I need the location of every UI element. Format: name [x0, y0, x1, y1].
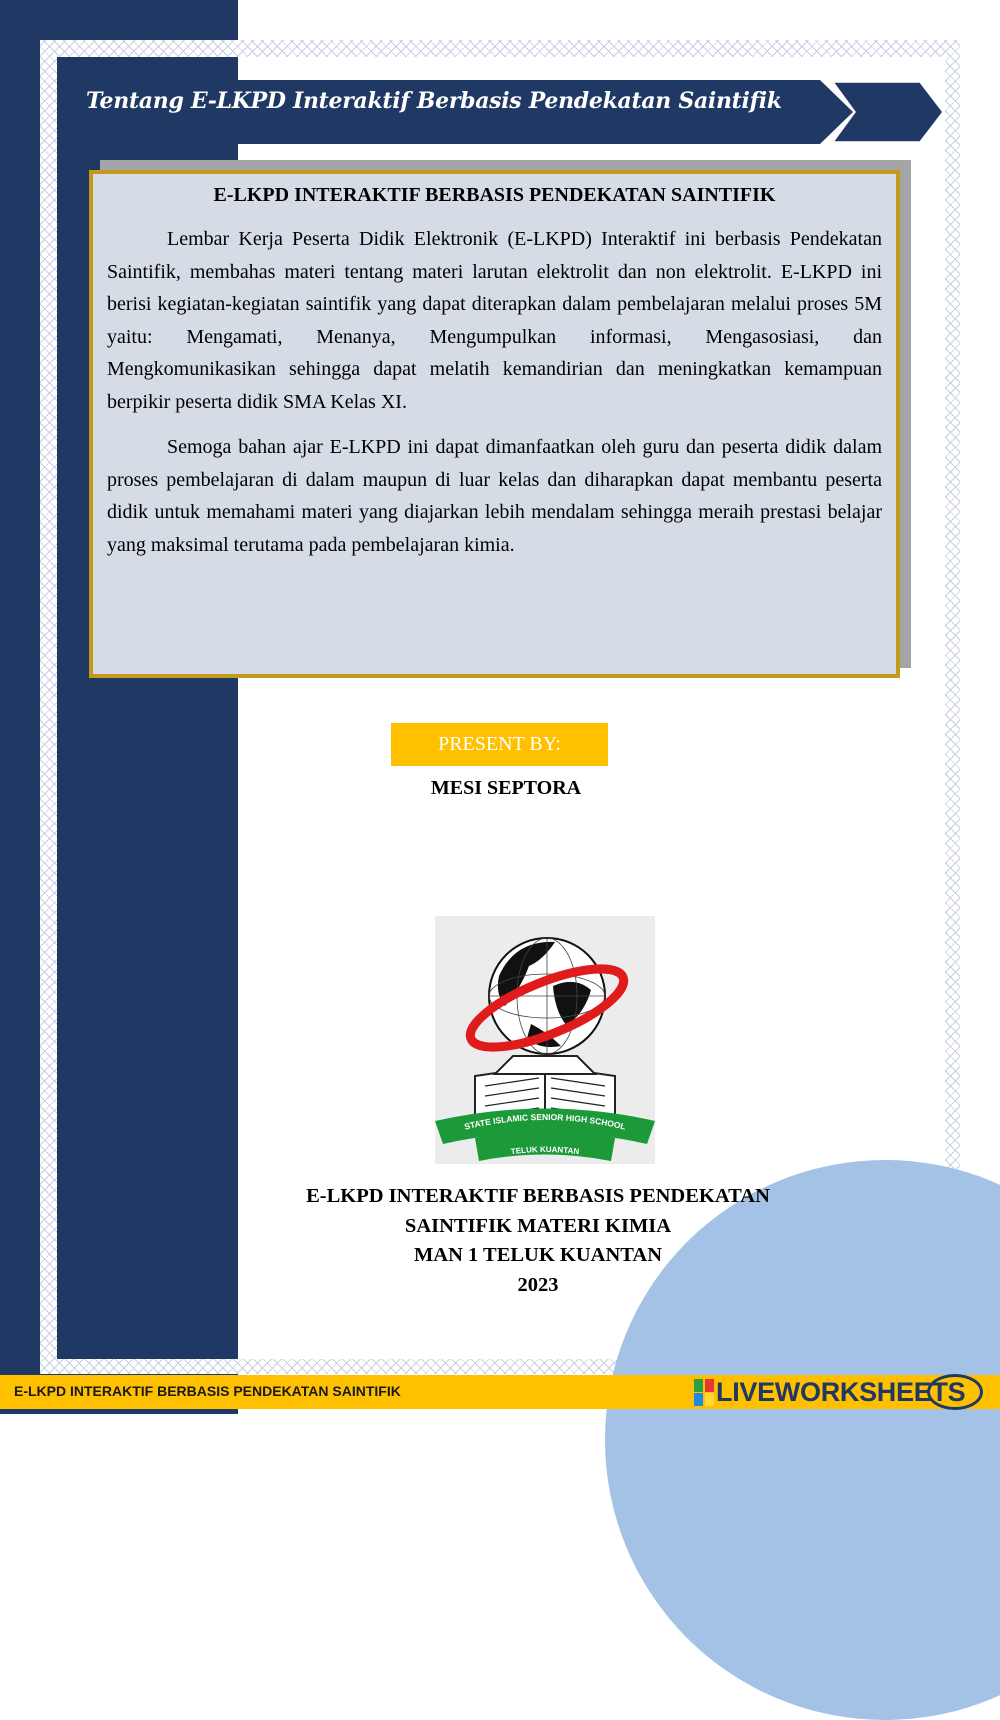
school-logo-icon — [435, 916, 655, 1164]
cover-footer-title — [255, 1182, 821, 1300]
school-logo — [435, 916, 655, 1164]
brand-circle-mark — [927, 1374, 983, 1410]
liveworksheets-icon — [694, 1379, 714, 1406]
banner-title: Tentang E-LKPD Interaktif Berbasis Pendekatan Saintifik — [86, 88, 782, 114]
cover-footer-line: E-LKPD INTERAKTIF BERBASIS PENDEKATAN — [306, 1185, 770, 1207]
cover-footer-line: 2023 — [517, 1273, 559, 1296]
about-box-heading: E-LKPD INTERAKTIF BERBASIS PENDEKATAN SAINTIFIK — [213, 184, 776, 206]
cover-footer-line: MAN 1 TELUK KUANTAN — [413, 1244, 663, 1266]
about-paragraph: Semoga bahan ajar E-LKPD ini dapat dimanfaatkan oleh guru dan peserta didik dalam proses pembelajaran di dalam maupun di luar kelas dan diharapkan dapat membantu peserta didik untuk memahami materi yang diajarkan lebih mendalam sehingga meraih prestasi belajar yang maksimal terutama pada pembelajaran kimia. — [107, 436, 882, 556]
cover-footer-line: SAINTIFIK MATERI KIMIA — [404, 1214, 672, 1237]
present-by-label: PRESENT BY: — [391, 723, 608, 766]
footer-text: E-LKPD INTERAKTIF BERBASIS PENDEKATAN SAINTIFIK — [14, 1383, 401, 1399]
about-box — [89, 170, 900, 678]
logo-ribbon-top: STATE ISLAMIC SENIOR HIGH SCHOOL — [463, 1111, 627, 1132]
author-name: MESI SEPTORA — [430, 777, 582, 799]
logo-ribbon-bottom: TELUK KUANTAN — [510, 1144, 580, 1157]
about-paragraph: Lembar Kerja Peserta Didik Elektronik (E-LKPD) Interaktif ini berbasis Pendekatan Saintifik, membahas materi tentang materi larutan elektrolit dan non elektrolit. E-LKPD ini berisi kegiatan-kegiatan saintifik yang dapat diterapkan dalam pembelajaran melalui proses 5M yaitu: Mengamati, Menanya, Mengumpulkan informasi, Mengasosiasi, dan Mengkomunikasikan sehingga dapat melatih kemandirian dan meningkatkan kemampuan berpikir peserta didik SMA Kelas XI. — [107, 228, 882, 413]
liveworksheets-brand[interactable]: LIVEWORKSHEETS — [716, 1377, 966, 1407]
